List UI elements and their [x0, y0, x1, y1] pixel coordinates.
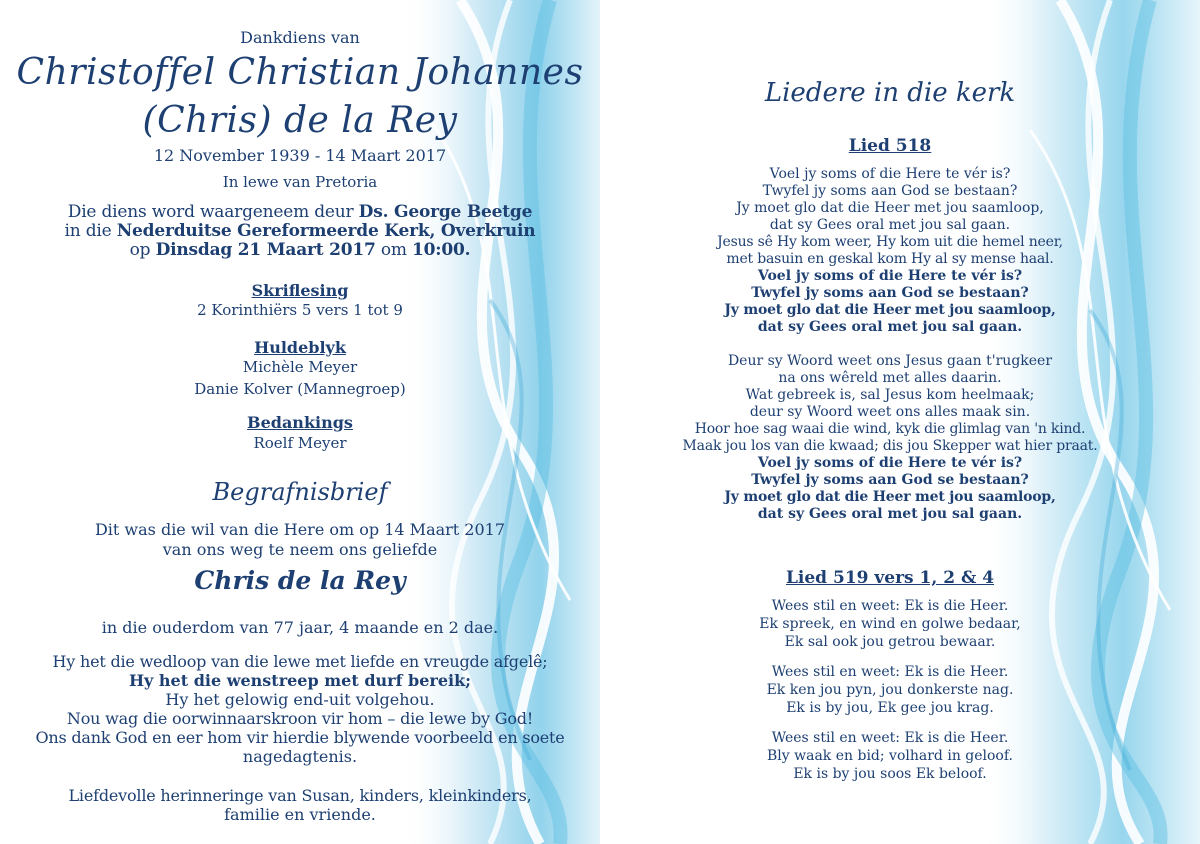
song1-chorus1-line2: Twyfel jy soms aan God se bestaan?	[751, 285, 1029, 301]
reading-text: 2 Korinthiërs 5 vers 1 tot 9	[197, 301, 403, 319]
song1-verse1-line6: met basuin en geskal kom Hy al sy mense haal.	[726, 251, 1054, 267]
closing-line-1: Liefdevolle herinneringe van Susan, kinders, kleinkinders,	[68, 786, 532, 805]
service-line-2-prefix: in die	[64, 221, 117, 241]
song1-verse1-line4: dat sy Gees oral met jou sal gaan.	[769, 217, 1011, 233]
song2-verse1-line1: Wees stil en weet: Ek is die Heer.	[771, 598, 1009, 614]
service-line-1-prefix: Die diens word waargeneem deur	[67, 202, 359, 222]
letter-line-2: van ons weg te neem ons geliefde	[162, 540, 438, 559]
song1-verse1-line5: Jesus sê Hy kom weer, Hy kom uit die hemel neer,	[717, 234, 1063, 250]
song2-verse2-line3: Ek is by jou, Ek gee jou krag.	[786, 700, 994, 716]
song1-verse2-line2: na ons wêreld met alles daarin.	[778, 370, 1002, 386]
age-line: in die ouderdom van 77 jaar, 4 maande en 2 dae.	[101, 618, 499, 637]
service-minister: Ds. George Beetge	[358, 202, 533, 222]
service-church: Nederduitse Gereformeerde Kerk, Overkruin	[116, 221, 536, 241]
songs-title: Liedere in die kerk	[764, 78, 1016, 108]
song1-verse2-line1: Deur sy Woord weet ons Jesus gaan t'rugkeer	[727, 353, 1053, 369]
tribute-heading: Huldeblyk	[254, 338, 346, 357]
life-dates: 12 November 1939 - 14 Maart 2017	[153, 146, 447, 165]
song1-chorus1-line4: dat sy Gees oral met jou sal gaan.	[757, 319, 1023, 335]
song1-chorus1-line1: Voel jy soms of die Here te vér is?	[757, 268, 1023, 284]
tribute-name-2: Danie Kolver (Mannegroep)	[194, 380, 406, 398]
service-line-1	[0, 202, 600, 222]
song1-verse2-line5: Hoor hoe sag waai die wind, kyk die glimlag van 'n kind.	[694, 421, 1086, 437]
verse-line-4: Nou wag die oorwinnaarskroon vir hom – die lewe by God!	[66, 709, 534, 728]
song1-verse2-line4: deur sy Woord weet ons alles maak sin.	[749, 404, 1031, 420]
verse-line-6: nagedagtenis.	[242, 747, 358, 766]
right-page	[600, 0, 1200, 844]
song1-chorus2-line1: Voel jy soms of die Here te vér is?	[757, 455, 1023, 471]
song2-verse1-line3: Ek sal ook jou getrou bewaar.	[784, 634, 996, 650]
service-line-3	[0, 240, 600, 260]
thanks-name: Roelf Meyer	[253, 434, 347, 452]
verse-line-5: Ons dank God en eer hom vir hierdie blywende voorbeeld en soete	[35, 728, 565, 747]
service-time: 10:00.	[412, 240, 471, 260]
song1-heading: Lied 518	[848, 136, 932, 156]
reading-heading: Skriflesing	[251, 281, 349, 300]
service-line-3-prefix: op	[129, 240, 156, 260]
song1-verse1-line1: Voel jy soms of die Here te vér is?	[769, 166, 1011, 182]
deceased-name-line1: Christoffel Christian Johannes	[16, 52, 584, 93]
song1-chorus2-line4: dat sy Gees oral met jou sal gaan.	[757, 506, 1023, 522]
song1-verse1-line3: Jy moet glo dat die Heer met jou saamloop,	[736, 200, 1044, 216]
verse-line-3: Hy het gelowig end-uit volgehou.	[165, 690, 435, 709]
song1-chorus2-line2: Twyfel jy soms aan God se bestaan?	[751, 472, 1029, 488]
letter-name: Chris de la Rey	[194, 566, 406, 595]
deceased-name-line2: (Chris) de la Rey	[142, 100, 458, 141]
song2-verse3-line2: Bly waak en bid; volhard in geloof.	[767, 748, 1013, 764]
tribute-name-1: Michèle Meyer	[242, 358, 358, 376]
song2-verse3-line1: Wees stil en weet: Ek is die Heer.	[771, 730, 1009, 746]
song1-verse1-line2: Twyfel jy soms aan God se bestaan?	[762, 183, 1018, 199]
song1-verse2-line6: Maak jou los van die kwaad; dis jou Skepper wat hier praat.	[682, 438, 1098, 454]
residence: In lewe van Pretoria	[222, 173, 378, 191]
intro-text: Dankdiens van	[240, 28, 360, 47]
song2-verse2-line2: Ek ken jou pyn, jou donkerste nag.	[766, 682, 1014, 698]
service-line-2	[0, 221, 600, 241]
verse-line-2: Hy het die wenstreep met durf bereik;	[128, 671, 472, 690]
closing-line-2: familie en vriende.	[224, 805, 376, 824]
verse-line-1: Hy het die wedloop van die lewe met liefde en vreugde afgelê;	[52, 652, 548, 671]
song2-verse2-line1: Wees stil en weet: Ek is die Heer.	[771, 664, 1009, 680]
song2-verse1-line2: Ek spreek, en wind en golwe bedaar,	[759, 616, 1021, 632]
song2-verse3-line3: Ek is by jou soos Ek beloof.	[793, 766, 987, 782]
song1-verse2-line3: Wat gebreek is, sal Jesus kom heelmaak;	[745, 387, 1035, 403]
letter-heading: Begrafnisbrief	[212, 478, 388, 506]
thanks-heading: Bedankings	[247, 413, 353, 432]
letter-line-1: Dit was die wil van die Here om op 14 Maart 2017	[94, 520, 506, 539]
song1-chorus1-line3: Jy moet glo dat die Heer met jou saamloop,	[724, 302, 1056, 318]
service-date: Dinsdag 21 Maart 2017	[155, 240, 376, 260]
song2-heading: Lied 519 vers 1, 2 & 4	[785, 568, 995, 588]
song1-chorus2-line3: Jy moet glo dat die Heer met jou saamloop,	[724, 489, 1056, 505]
service-line-3-mid: om	[375, 240, 413, 260]
